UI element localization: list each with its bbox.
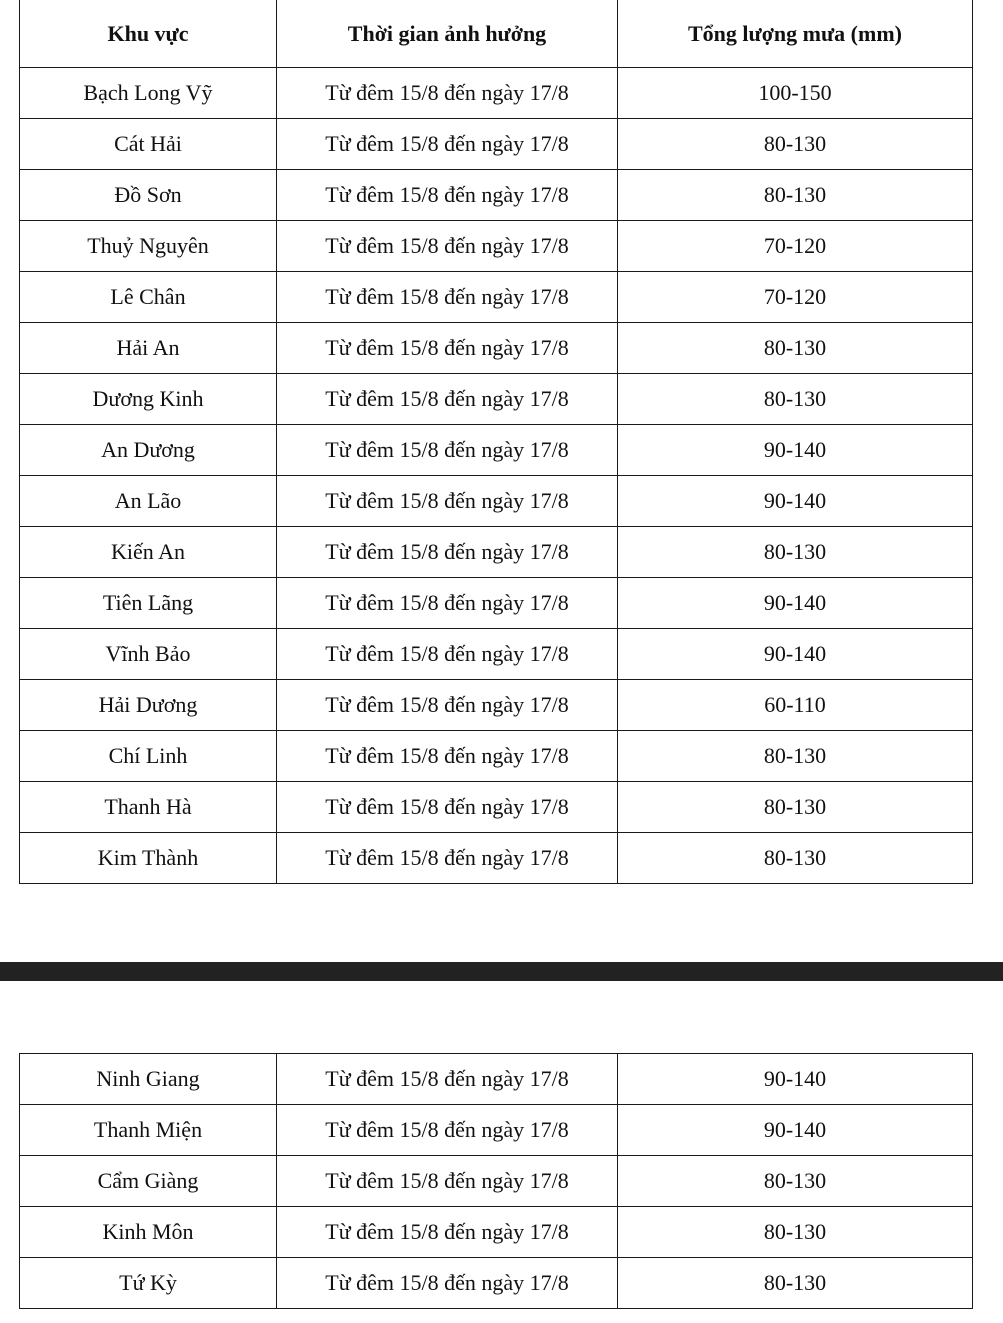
cell-rainfall: 80-130 [618, 170, 973, 221]
cell-rainfall: 90-140 [618, 425, 973, 476]
rainfall-table-bottom [19, 1053, 973, 1309]
cell-area: Kinh Môn [20, 1207, 277, 1258]
table-row [20, 476, 973, 527]
cell-rainfall: 100-150 [618, 68, 973, 119]
cell-area: An Lão [20, 476, 277, 527]
cell-rainfall: 90-140 [618, 1105, 973, 1156]
cell-time: Từ đêm 15/8 đến ngày 17/8 [277, 170, 618, 221]
cell-area: Lê Chân [20, 272, 277, 323]
table-row [20, 119, 973, 170]
cell-rainfall: 80-130 [618, 1156, 973, 1207]
cell-rainfall: 90-140 [618, 578, 973, 629]
cell-time: Từ đêm 15/8 đến ngày 17/8 [277, 221, 618, 272]
cell-area: Thuỷ Nguyên [20, 221, 277, 272]
cell-time: Từ đêm 15/8 đến ngày 17/8 [277, 1054, 618, 1105]
cell-rainfall: 90-140 [618, 1054, 973, 1105]
table-row [20, 833, 973, 884]
cell-area: An Dương [20, 425, 277, 476]
cell-area: Tứ Kỳ [20, 1258, 277, 1309]
cell-time: Từ đêm 15/8 đến ngày 17/8 [277, 833, 618, 884]
cell-area: Bạch Long Vỹ [20, 68, 277, 119]
cell-rainfall: 80-130 [618, 527, 973, 578]
cell-rainfall: 80-130 [618, 1258, 973, 1309]
cell-area: Hải Dương [20, 680, 277, 731]
cell-rainfall: 80-130 [618, 374, 973, 425]
table-row [20, 170, 973, 221]
table-row [20, 221, 973, 272]
cell-time: Từ đêm 15/8 đến ngày 17/8 [277, 1207, 618, 1258]
table-row [20, 323, 973, 374]
cell-area: Kiến An [20, 527, 277, 578]
table-row [20, 68, 973, 119]
cell-area: Vĩnh Bảo [20, 629, 277, 680]
cell-time: Từ đêm 15/8 đến ngày 17/8 [277, 1258, 618, 1309]
cell-time: Từ đêm 15/8 đến ngày 17/8 [277, 782, 618, 833]
cell-area: Thanh Miện [20, 1105, 277, 1156]
cell-rainfall: 80-130 [618, 1207, 973, 1258]
column-header-rainfall: Tổng lượng mưa (mm) [618, 0, 973, 68]
cell-area: Kim Thành [20, 833, 277, 884]
cell-rainfall: 80-130 [618, 731, 973, 782]
cell-rainfall: 80-130 [618, 833, 973, 884]
cell-time: Từ đêm 15/8 đến ngày 17/8 [277, 527, 618, 578]
cell-time: Từ đêm 15/8 đến ngày 17/8 [277, 425, 618, 476]
cell-area: Hải An [20, 323, 277, 374]
cell-time: Từ đêm 15/8 đến ngày 17/8 [277, 578, 618, 629]
cell-rainfall: 80-130 [618, 119, 973, 170]
table-row [20, 1258, 973, 1309]
cell-area: Chí Linh [20, 731, 277, 782]
cell-time: Từ đêm 15/8 đến ngày 17/8 [277, 68, 618, 119]
cell-time: Từ đêm 15/8 đến ngày 17/8 [277, 1156, 618, 1207]
cell-time: Từ đêm 15/8 đến ngày 17/8 [277, 1105, 618, 1156]
table-row [20, 1207, 973, 1258]
table-body-top [20, 68, 973, 884]
table-row [20, 272, 973, 323]
cell-area: Dương Kinh [20, 374, 277, 425]
cell-area: Cát Hải [20, 119, 277, 170]
table-row [20, 578, 973, 629]
table-row [20, 1054, 973, 1105]
table-row [20, 629, 973, 680]
table-row [20, 1105, 973, 1156]
cell-rainfall: 70-120 [618, 221, 973, 272]
cell-rainfall: 70-120 [618, 272, 973, 323]
cell-area: Thanh Hà [20, 782, 277, 833]
table-header-row [20, 0, 973, 68]
cell-area: Ninh Giang [20, 1054, 277, 1105]
cell-time: Từ đêm 15/8 đến ngày 17/8 [277, 119, 618, 170]
cell-time: Từ đêm 15/8 đến ngày 17/8 [277, 680, 618, 731]
column-header-area: Khu vực [20, 0, 277, 68]
table-body-bottom [20, 1054, 973, 1309]
cell-area: Cẩm Giàng [20, 1156, 277, 1207]
cell-time: Từ đêm 15/8 đến ngày 17/8 [277, 374, 618, 425]
section-divider [0, 962, 1003, 981]
cell-rainfall: 80-130 [618, 782, 973, 833]
cell-time: Từ đêm 15/8 đến ngày 17/8 [277, 323, 618, 374]
cell-rainfall: 90-140 [618, 476, 973, 527]
column-header-time: Thời gian ảnh hưởng [277, 0, 618, 68]
table-row [20, 1156, 973, 1207]
cell-rainfall: 80-130 [618, 323, 973, 374]
cell-rainfall: 90-140 [618, 629, 973, 680]
cell-time: Từ đêm 15/8 đến ngày 17/8 [277, 272, 618, 323]
cell-area: Tiên Lãng [20, 578, 277, 629]
table-row [20, 527, 973, 578]
cell-time: Từ đêm 15/8 đến ngày 17/8 [277, 629, 618, 680]
cell-time: Từ đêm 15/8 đến ngày 17/8 [277, 731, 618, 782]
rainfall-table-top [19, 0, 973, 884]
cropped-text-fragment [60, 1314, 260, 1323]
table-row [20, 782, 973, 833]
cell-time: Từ đêm 15/8 đến ngày 17/8 [277, 476, 618, 527]
cell-rainfall: 60-110 [618, 680, 973, 731]
table-row [20, 680, 973, 731]
table-row [20, 374, 973, 425]
table-row [20, 425, 973, 476]
cell-area: Đồ Sơn [20, 170, 277, 221]
table-row [20, 731, 973, 782]
